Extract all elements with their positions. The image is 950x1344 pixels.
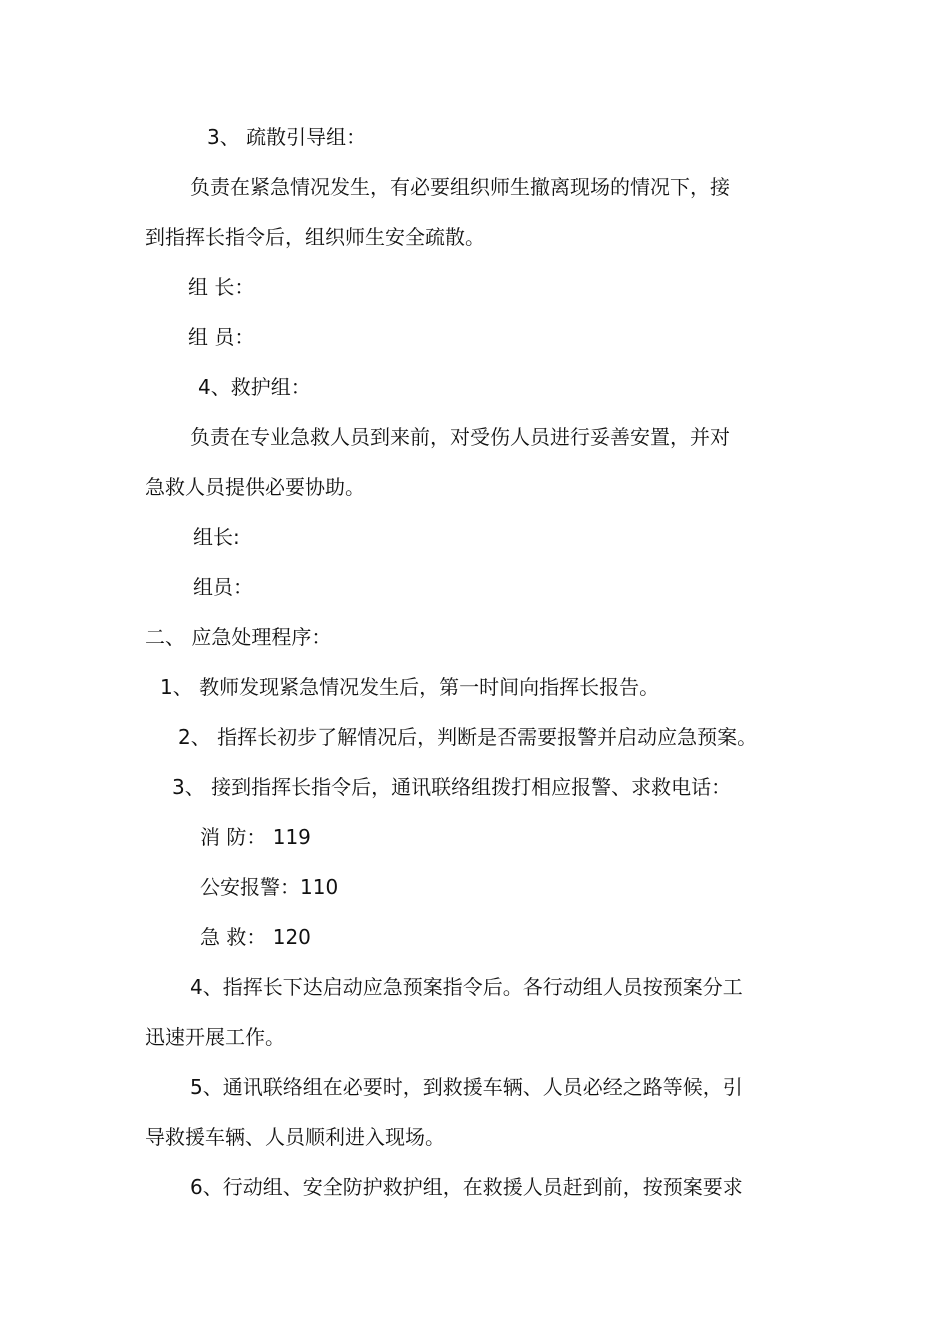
- section-4-heading: 4、救护组：: [198, 375, 311, 399]
- procedure-step-4-line1: 4、指挥长下达启动应急预案指令后。各行动组人员按预案分工: [190, 975, 743, 999]
- procedure-step-5-line1: 5、通讯联络组在必要时，到救援车辆、人员必经之路等候，引: [190, 1075, 743, 1099]
- procedure-step-3: 3、 接到指挥长指令后，通讯联络组拨打相应报警、求救电话：: [172, 775, 732, 799]
- phone-ambulance: 急 救： 120: [200, 925, 311, 949]
- section-3-heading: 3、 疏散引导组：: [207, 125, 367, 149]
- section-4-desc-line2: 急救人员提供必要协助。: [145, 475, 365, 499]
- phone-fire: 消 防： 119: [200, 825, 311, 849]
- section-4-desc-line1: 负责在专业急救人员到来前，对受伤人员进行妥善安置，并对: [190, 425, 730, 449]
- phone-police: 公安报警：110: [200, 875, 339, 899]
- procedure-step-5-line2: 导救援车辆、人员顺利进入现场。: [145, 1125, 445, 1149]
- section-4-leader: 组长:: [193, 525, 240, 549]
- section-3-desc-line1: 负责在紧急情况发生，有必要组织师生撤离现场的情况下，接: [190, 175, 730, 199]
- procedure-heading: 二、 应急处理程序：: [145, 625, 332, 649]
- section-3-leader: 组 长：: [188, 275, 255, 299]
- procedure-step-4-line2: 迅速开展工作。: [145, 1025, 285, 1049]
- section-4-members: 组员：: [193, 575, 253, 599]
- procedure-step-1: 1、 教师发现紧急情况发生后，第一时间向指挥长报告。: [160, 675, 660, 699]
- procedure-step-6-line1: 6、行动组、安全防护救护组，在救援人员赶到前，按预案要求: [190, 1175, 743, 1199]
- section-3-desc-line2: 到指挥长指令后，组织师生安全疏散。: [145, 225, 485, 249]
- procedure-step-2: 2、 指挥长初步了解情况后，判断是否需要报警并启动应急预案。: [178, 725, 758, 749]
- section-3-members: 组 员：: [188, 325, 255, 349]
